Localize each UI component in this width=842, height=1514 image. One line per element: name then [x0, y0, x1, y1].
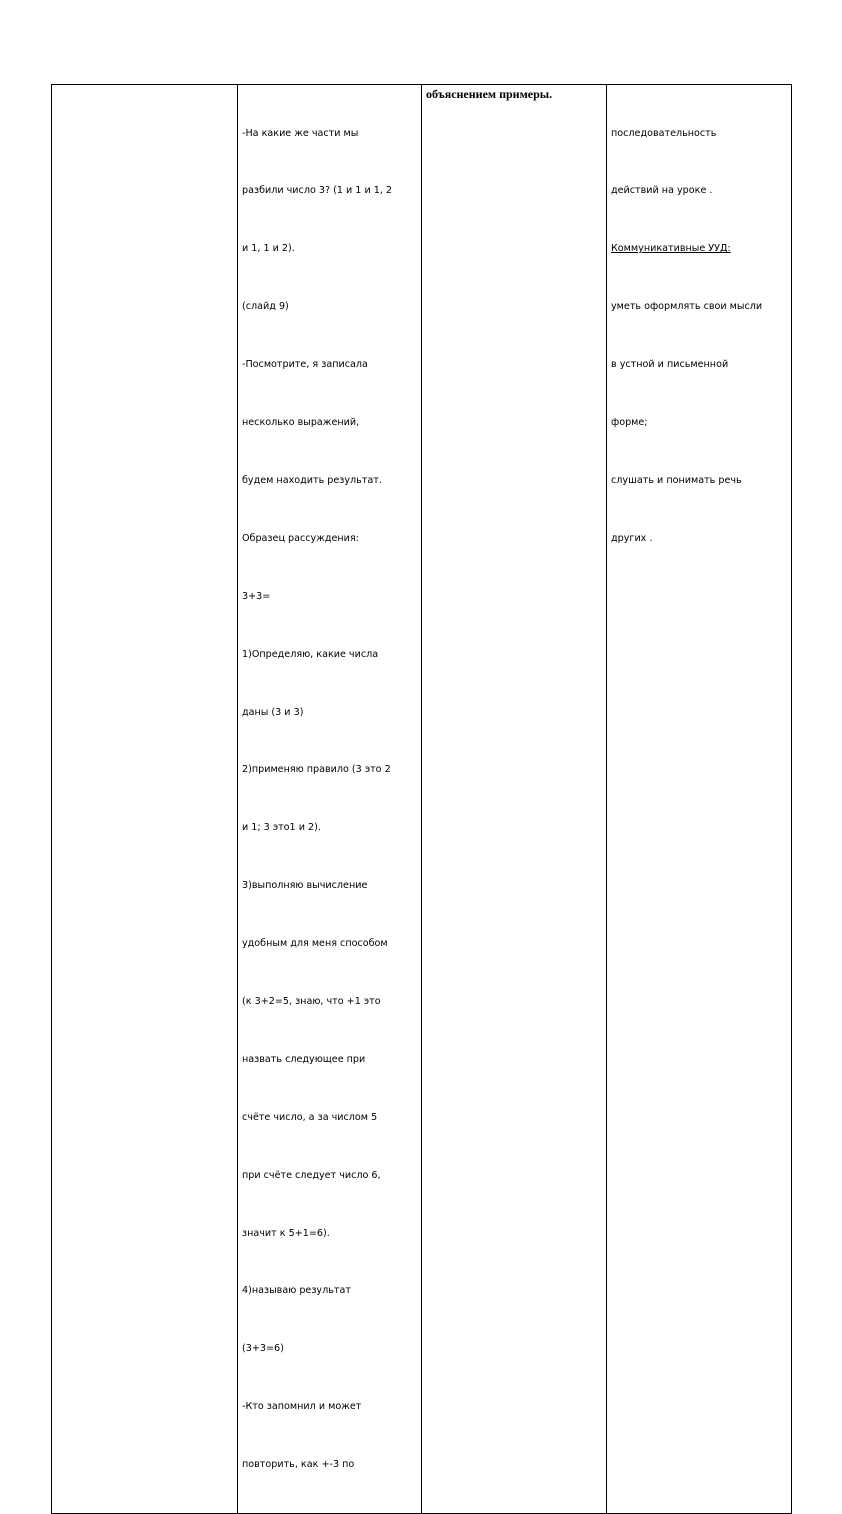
communicative-uud-heading: Коммуникативные УУД:	[611, 243, 731, 255]
text-line: 2)применяю правило (3 это 2	[242, 764, 391, 776]
text-line: (3+3=6)	[242, 1343, 284, 1355]
text-line: 1)Определяю, какие числа	[242, 648, 379, 660]
text-line: 4)называю результат	[242, 1285, 351, 1297]
text-line: несколько выражений,	[242, 417, 360, 429]
text-line: счёте число, а за числом 5	[242, 1111, 378, 1123]
text-line: и 1; 3 это1 и 2).	[242, 822, 321, 834]
table-cell-empty	[52, 85, 238, 1514]
student-activity-text: объяснением примеры.	[426, 87, 553, 101]
text-line: разбили число 3? (1 и 1 и 1, 2	[242, 185, 393, 197]
text-line: будем находить результат.	[242, 474, 382, 486]
text-line: 3+3=	[242, 590, 271, 602]
lesson-plan-table	[51, 84, 792, 1514]
text-line: форме;	[611, 417, 648, 429]
text-line: при счёте следует число 6,	[242, 1169, 381, 1181]
text-line: уметь оформлять свои мысли	[611, 301, 763, 313]
text-line: (к 3+2=5, знаю, что +1 это	[242, 995, 381, 1007]
table-row	[52, 85, 792, 1514]
text-line: в устной и письменной	[611, 359, 729, 371]
text-line: повторить, как +-3 по	[242, 1459, 355, 1471]
table-cell-student-activity	[422, 85, 607, 1514]
text-line: (слайд 9)	[242, 301, 289, 313]
text-line: Образец рассуждения:	[242, 532, 359, 544]
uud-text	[611, 85, 787, 587]
text-line: даны (3 и 3)	[242, 706, 304, 718]
text-line: и 1, 1 и 2).	[242, 243, 295, 255]
text-line: слушать и понимать речь	[611, 474, 742, 486]
text-line: действий на уроке .	[611, 185, 713, 197]
text-line: значит к 5+1=6).	[242, 1227, 330, 1239]
table-cell-uud	[607, 85, 792, 1514]
text-line: -Посмотрите, я записала	[242, 359, 368, 371]
text-line: 3)выполняю вычисление	[242, 880, 368, 892]
text-line: удобным для меня способом	[242, 938, 388, 950]
text-line: других .	[611, 532, 653, 544]
teacher-activity-text	[242, 85, 417, 1513]
text-line: -На какие же части мы	[242, 127, 359, 139]
text-line: -Кто запомнил и может	[242, 1401, 362, 1413]
text-line: последовательность	[611, 127, 717, 139]
text-line: назвать следующее при	[242, 1053, 366, 1065]
table-cell-teacher-activity	[238, 85, 422, 1514]
